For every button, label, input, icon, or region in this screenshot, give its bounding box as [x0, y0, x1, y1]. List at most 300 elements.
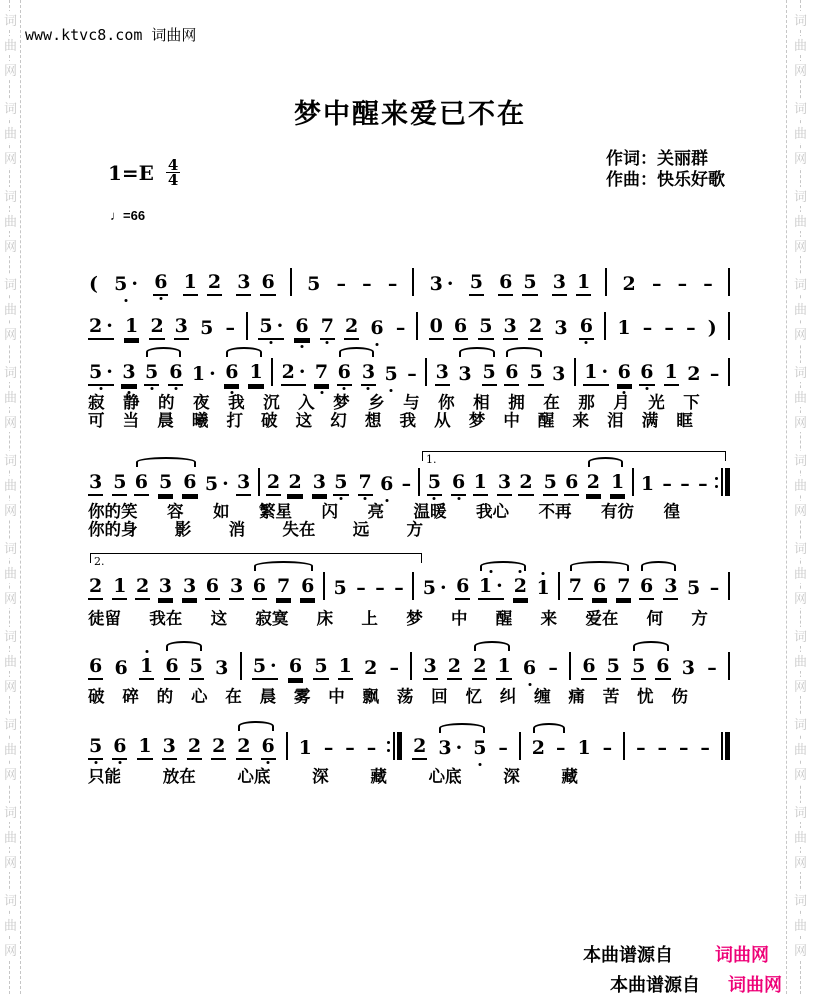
note: 1: [640, 473, 655, 495]
duration-dash: –: [703, 273, 713, 295]
music-line: [88, 468, 730, 496]
border-char: 曲: [794, 302, 808, 317]
note: 1 ·: [478, 574, 504, 600]
note: 6: [205, 574, 220, 600]
footer-site-link[interactable]: 词曲网: [715, 945, 769, 965]
beam-group: [498, 270, 537, 296]
border-char: 曲: [794, 654, 808, 669]
note: 6: [522, 656, 537, 680]
note: 1: [664, 360, 679, 386]
octave-dot-below: [585, 341, 588, 344]
border-char: 词: [4, 629, 18, 644]
border-char: 词: [4, 893, 18, 908]
composer-credit: 作曲：快乐好歌: [606, 170, 725, 189]
note: 3: [312, 470, 327, 496]
note: 3: [215, 657, 229, 679]
border-char: 曲: [4, 214, 18, 229]
lyric-word: 梦: [406, 610, 423, 628]
barline: [258, 468, 260, 496]
thin-bar: [721, 732, 723, 760]
lyric-word: 沉: [263, 394, 280, 412]
lyric-word: 寂寞: [255, 610, 289, 628]
beam-group: [333, 470, 372, 496]
lyric-word: 泪: [607, 412, 624, 430]
thin-bar: [721, 468, 723, 496]
beam-group: [205, 574, 244, 600]
note: ): [707, 317, 717, 339]
note: 6: [453, 314, 468, 340]
lyric-word: 从: [434, 412, 451, 430]
note: 1: [183, 270, 198, 296]
lyric-word: 你的笑: [88, 503, 138, 521]
slur-group: [224, 360, 263, 386]
barline: [418, 468, 420, 496]
note: 7: [320, 314, 335, 340]
octave-dot-below: [99, 387, 102, 390]
lyric-word: 你的身: [88, 521, 138, 539]
note: 3: [552, 270, 567, 296]
beam-group: [313, 654, 352, 680]
octave-dot-below: [159, 297, 162, 300]
octave-dot-below: [94, 761, 97, 764]
beam-group: [473, 470, 512, 496]
note: 3 ·: [438, 737, 463, 759]
note: 5: [189, 654, 204, 680]
lyric-word: 梦: [333, 394, 350, 412]
barline: [558, 572, 560, 600]
lyric-word: 醒: [495, 610, 513, 628]
footer-source-label: 本曲谱源自: [583, 945, 673, 965]
border-char: 网: [794, 767, 808, 782]
lyricist-credit: 作词：关丽群: [606, 149, 708, 168]
duration-dash: –: [548, 657, 558, 679]
lyric-word: 不再: [538, 503, 572, 521]
lyric-word: 苦: [602, 688, 620, 706]
beam-group: [88, 734, 127, 760]
lyric-word: 的: [156, 688, 174, 706]
lyric-word: 来: [572, 412, 590, 430]
border-dashed-line: [786, 0, 787, 994]
duration-dash: –: [709, 363, 720, 385]
note: 1: [112, 574, 127, 600]
octave-dot-below: [267, 761, 270, 764]
note: 3: [552, 363, 566, 385]
border-char: 网: [4, 327, 18, 342]
lyric-word: 徨: [663, 503, 680, 521]
barline: [240, 652, 242, 680]
lyric-word: 只能: [88, 768, 121, 786]
note: 6: [112, 734, 127, 760]
note: 5: [384, 362, 399, 386]
lyric-word: 晨: [157, 412, 174, 430]
note: 5: [472, 736, 487, 760]
lyric-word: 温暖: [413, 503, 447, 521]
lyric-word: 醒: [537, 412, 555, 430]
beam-group: [158, 574, 197, 600]
lyric-word: 远: [352, 521, 370, 539]
lyric-word: 雾: [293, 688, 311, 706]
note: 5: [631, 654, 646, 680]
border-char: 曲: [794, 126, 808, 141]
lyric-word: 藏: [561, 768, 578, 786]
note: 6: [164, 654, 179, 680]
note: 1 ·: [191, 363, 216, 385]
note: 2: [211, 734, 226, 760]
note: 1 ·: [583, 360, 609, 386]
octave-dot-below: [300, 345, 303, 348]
octave-dot-below: [364, 497, 367, 500]
border-char: 曲: [4, 302, 18, 317]
border-char: 曲: [4, 478, 18, 493]
barline: [728, 358, 730, 386]
lyric-word: 梦: [468, 412, 486, 430]
border-char: 网: [4, 151, 18, 166]
note: 5: [606, 654, 621, 680]
note: 3: [423, 654, 438, 680]
lyric-word: 来: [540, 610, 558, 628]
beam-group: [639, 360, 678, 386]
border-column-left: [3, 8, 18, 976]
lyric-word: 忆: [465, 688, 482, 706]
repeat-dot: [387, 749, 390, 752]
border-char: 曲: [4, 918, 18, 933]
duration-dash: –: [498, 737, 508, 759]
thin-bar: [393, 732, 395, 760]
barline: [271, 358, 273, 386]
duration-dash: –: [336, 273, 346, 295]
barline: [412, 572, 414, 600]
barline: [604, 312, 606, 340]
octave-dot-below: [385, 499, 388, 502]
barline: [323, 572, 325, 600]
lyric-word: 碎: [122, 688, 139, 706]
note: 2: [149, 314, 164, 340]
lyric-word: 相: [473, 394, 490, 412]
note: 3 ·: [429, 273, 454, 295]
lyric-word: 可: [88, 412, 105, 430]
note: 2 ·: [88, 314, 114, 340]
note: 5 ·: [204, 473, 229, 495]
repeat-dot: [715, 485, 718, 488]
note: 5: [144, 360, 159, 386]
duration-dash: –: [375, 577, 385, 599]
duration-dash: –: [664, 317, 674, 339]
lyric-word: 深: [503, 768, 520, 786]
duration-dash: –: [677, 273, 688, 295]
duration-dash: –: [678, 737, 689, 759]
slur-group: [457, 360, 496, 386]
note: 3: [121, 360, 136, 386]
note: 2: [187, 734, 202, 760]
barline: [519, 732, 521, 760]
beam-group: [187, 734, 226, 760]
duration-dash: –: [700, 737, 710, 759]
lyric-word: 月: [613, 394, 630, 412]
lyric-word: 纠: [499, 688, 517, 706]
octave-dot-below: [457, 497, 460, 500]
note: 6: [168, 360, 183, 386]
lyric-word: 当: [122, 412, 140, 430]
border-char: 曲: [794, 830, 808, 845]
note: 3: [174, 314, 189, 340]
lyric-word: 亮: [367, 503, 384, 521]
note: 6: [617, 360, 632, 386]
barline: [286, 732, 288, 760]
lyric-word: 想: [364, 412, 382, 430]
octave-dot-below: [339, 497, 342, 500]
beam-group: [236, 270, 275, 296]
lyric-word: 那: [578, 394, 595, 412]
footer-source-label: 本曲谱源自: [610, 975, 700, 994]
barline: [569, 652, 571, 680]
octave-dot-above: [489, 570, 492, 573]
duration-dash: –: [602, 737, 613, 759]
border-char: 曲: [794, 742, 808, 757]
note: 5: [158, 470, 173, 496]
lyric-word: 何: [646, 610, 664, 628]
duration-dash: –: [323, 737, 334, 759]
border-char: 词: [4, 717, 18, 732]
footer-site-link[interactable]: 词曲网: [728, 975, 782, 994]
note: 2: [135, 574, 150, 600]
border-char: 网: [4, 943, 18, 958]
lyric-word: 拥: [508, 394, 525, 412]
note: (: [89, 273, 98, 295]
duration-dash: –: [394, 577, 404, 599]
note: 3: [497, 470, 512, 496]
border-char: 网: [4, 855, 18, 870]
octave-dot-below: [174, 387, 177, 390]
octave-dot-below: [528, 683, 531, 686]
note: 6: [579, 314, 594, 340]
note: 5 ·: [88, 360, 114, 386]
key-label: 1=E: [108, 160, 154, 185]
lyric-word: 乡: [368, 394, 385, 412]
barline: [605, 268, 607, 296]
duration-dash: –: [345, 737, 355, 759]
repeat-dots: [715, 477, 718, 488]
border-char: 网: [4, 239, 18, 254]
duration-dash: –: [709, 577, 720, 599]
slur-group: [144, 360, 183, 386]
lyric-word: 飘: [362, 688, 379, 706]
beam-group: [149, 314, 188, 340]
octave-dot-below: [326, 341, 329, 344]
site-watermark[interactable]: www.ktvc8.com 词曲网: [25, 26, 197, 44]
note: 5: [522, 270, 537, 296]
border-char: 网: [4, 415, 18, 430]
border-char: 网: [794, 415, 808, 430]
duration-dash: –: [642, 317, 653, 339]
slur-group: [437, 736, 487, 760]
note: 5: [686, 577, 701, 599]
lyrics-line: [88, 412, 693, 430]
note: 6: [134, 470, 149, 496]
note: 1: [338, 654, 353, 680]
barline: [632, 468, 634, 496]
note: 6: [114, 657, 128, 679]
duration-dash: –: [356, 577, 366, 599]
beam-group: [427, 470, 466, 496]
note: 1: [496, 654, 511, 680]
lyric-word: 我: [399, 412, 416, 430]
lyric-word: 晨: [259, 688, 277, 706]
border-char: 网: [794, 63, 808, 78]
beam-group: [137, 734, 176, 760]
border-char: 词: [4, 541, 18, 556]
lyric-word: 眶: [676, 412, 693, 430]
border-char: 词: [794, 101, 808, 116]
beam-group: [423, 654, 462, 680]
octave-dot-above: [145, 650, 148, 653]
lyrics-line: [88, 768, 578, 786]
octave-dot-below: [390, 389, 393, 392]
note: 6: [252, 574, 267, 600]
lyric-word: 与: [403, 394, 420, 412]
border-char: 曲: [794, 38, 808, 53]
octave-dot-below: [270, 341, 273, 344]
duration-dash: –: [651, 273, 662, 295]
border-char: 词: [4, 189, 18, 204]
border-dashed-line: [20, 0, 21, 994]
barline: [410, 652, 412, 680]
note: 2: [344, 314, 359, 340]
border-char: 曲: [4, 830, 18, 845]
border-char: 词: [794, 541, 808, 556]
border-char: 词: [4, 453, 18, 468]
duration-dash: –: [657, 737, 668, 759]
note: 3: [435, 360, 450, 386]
lyric-word: 入: [298, 394, 315, 412]
border-char: 曲: [4, 126, 18, 141]
note: 6: [564, 470, 579, 496]
border-char: 曲: [794, 566, 808, 581]
lyric-word: 这: [295, 412, 313, 430]
note: 7: [276, 574, 291, 600]
beam-group: [518, 470, 557, 496]
lyric-word: 光: [648, 394, 665, 412]
note: 1: [298, 737, 312, 759]
note: 3: [681, 657, 695, 679]
note: 2: [586, 470, 601, 496]
note: 1: [139, 654, 154, 680]
note: 0: [429, 314, 444, 340]
slur-group: [337, 360, 376, 386]
border-char: 词: [794, 13, 808, 28]
lyric-word: 徒留: [88, 610, 121, 628]
note: 2: [472, 654, 487, 680]
barline: [416, 312, 418, 340]
border-char: 词: [4, 13, 18, 28]
lyrics-line: [88, 503, 680, 521]
note: 6: [224, 360, 239, 386]
tempo-marking: ♩=66: [110, 208, 146, 223]
border-char: 词: [794, 365, 808, 380]
note: 6: [451, 470, 466, 496]
slur-group: [504, 360, 543, 386]
slur-group: [236, 734, 275, 760]
note: 1: [248, 360, 263, 386]
lyric-word: 繁星: [259, 503, 292, 521]
border-char: 网: [794, 239, 808, 254]
slur-group: [472, 654, 511, 680]
border-char: 曲: [4, 390, 18, 405]
duration-dash: –: [225, 317, 235, 339]
border-char: 词: [794, 277, 808, 292]
lyric-word: 幻: [330, 412, 347, 430]
barline: [574, 358, 576, 386]
note: 6: [639, 574, 654, 600]
border-char: 曲: [4, 566, 18, 581]
note: 2: [513, 574, 528, 600]
slur-group: [478, 574, 528, 600]
note: 1: [124, 314, 139, 340]
lyric-word: 方: [406, 521, 423, 539]
note: 2: [236, 734, 251, 760]
music-line: [88, 732, 730, 760]
music-line: [88, 652, 730, 680]
lyric-word: 中: [503, 412, 520, 430]
border-char: 词: [794, 717, 808, 732]
duration-dash: –: [636, 737, 646, 759]
lyric-word: 缠: [534, 688, 551, 706]
repeat-dots: [387, 741, 390, 752]
repeat-dot: [387, 741, 390, 744]
music-line: [88, 312, 730, 340]
music-line: [88, 358, 730, 386]
note: 6: [88, 654, 103, 680]
border-char: 词: [4, 277, 18, 292]
lyric-word: 上: [361, 610, 378, 628]
lyric-word: 中: [328, 688, 345, 706]
note: 1: [610, 470, 625, 496]
note: 2: [687, 363, 701, 385]
note: 2: [518, 470, 533, 496]
border-char: 网: [794, 855, 808, 870]
thick-bar: [397, 732, 402, 760]
duration-dash: –: [362, 273, 372, 295]
border-char: 网: [4, 767, 18, 782]
octave-dot-below: [433, 497, 436, 500]
barline: [728, 268, 730, 296]
key-signature: [108, 158, 180, 187]
slur-group: [531, 736, 567, 760]
lyric-word: 静: [123, 394, 140, 412]
note: 5: [333, 577, 347, 599]
border-char: 网: [794, 679, 808, 694]
lyric-word: 破: [88, 688, 105, 706]
note: 1: [137, 734, 152, 760]
lyric-word: 方: [691, 610, 708, 628]
note: 2: [207, 270, 222, 296]
border-char: 词: [794, 629, 808, 644]
duration-dash: –: [389, 657, 400, 679]
note: 6: [294, 314, 309, 340]
octave-dot-below: [150, 387, 153, 390]
border-column-right: [793, 8, 808, 976]
lyric-word: 我在: [149, 610, 183, 628]
lyric-word: 我: [228, 394, 245, 412]
note: 5: [528, 360, 543, 386]
duration-dash: –: [686, 317, 696, 339]
note: 5 ·: [252, 654, 278, 680]
lyric-word: 这: [210, 610, 228, 628]
slur-group: [586, 470, 625, 496]
note: 5: [482, 360, 497, 386]
border-char: 网: [794, 327, 808, 342]
slur-group: [631, 654, 670, 680]
border-char: 曲: [794, 214, 808, 229]
